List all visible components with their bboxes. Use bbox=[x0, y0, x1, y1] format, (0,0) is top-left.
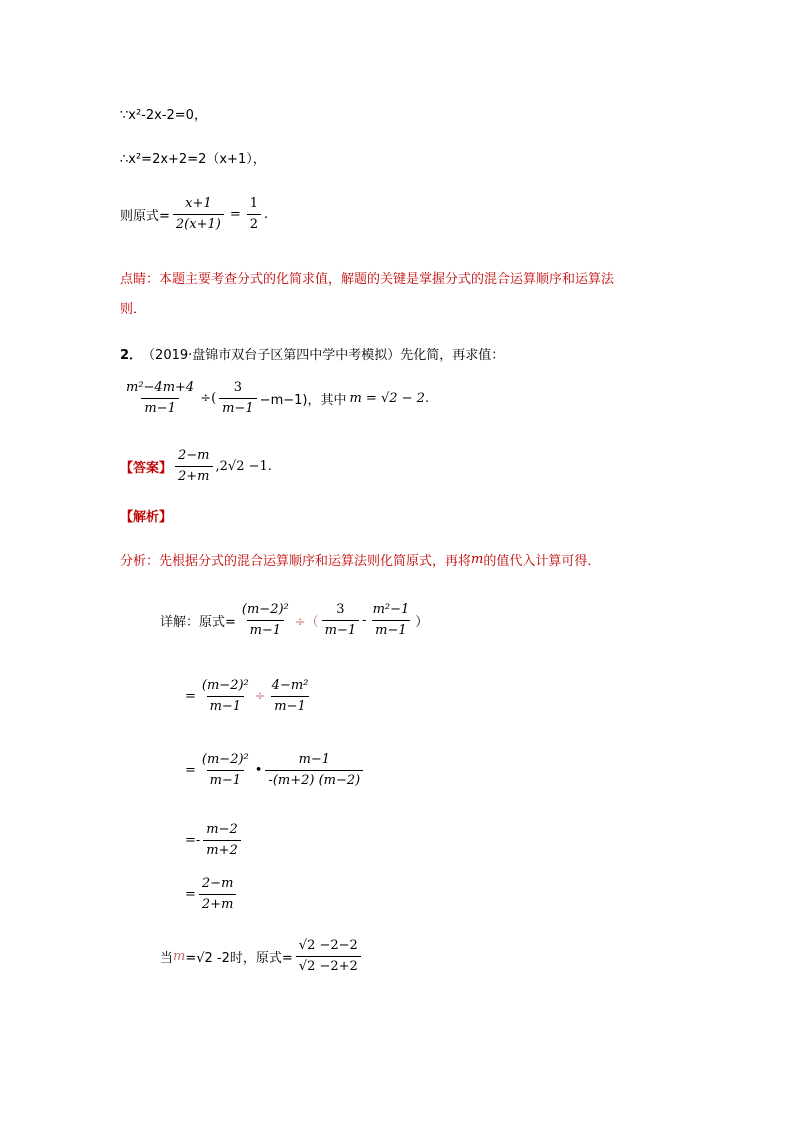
answer-label: 【答案】 bbox=[120, 461, 173, 476]
detail-line-3 bbox=[185, 752, 366, 789]
d1-main-denominator: m−1 bbox=[247, 620, 285, 639]
final-line bbox=[160, 938, 364, 975]
q2-main-fraction bbox=[123, 380, 197, 417]
s3-fraction-b-numerator: m−1 bbox=[298, 752, 331, 767]
s2-divide: ÷ bbox=[254, 689, 266, 704]
detail-expression-4 bbox=[185, 822, 244, 859]
q2-inner-denominator: m−1 bbox=[219, 398, 257, 417]
s5-denominator: 2+m bbox=[199, 894, 237, 913]
answer-denominator: 2+m bbox=[175, 466, 213, 485]
question-expression bbox=[120, 380, 260, 417]
final-denominator: √2 −2+2 bbox=[296, 956, 361, 975]
s2-fraction-b bbox=[269, 678, 312, 715]
result-numerator: x+1 bbox=[185, 196, 212, 211]
s4-equals: =- bbox=[185, 833, 201, 848]
question-2-line bbox=[120, 344, 504, 363]
detail-line-5 bbox=[185, 876, 239, 913]
s3-fraction-b bbox=[265, 752, 363, 789]
q2-m-value: m = √2 − 2 bbox=[349, 391, 425, 406]
s3-fraction-b-denominator: -(m+2) (m−2) bbox=[265, 770, 363, 789]
analysis-text-a: 分析：先根据分式的混合运算顺序和运算法则化简原式，再将 bbox=[120, 554, 472, 569]
d1-main-fraction bbox=[239, 602, 292, 639]
s5-fraction bbox=[199, 876, 237, 913]
final-m: m bbox=[173, 949, 186, 964]
analysis-m: m bbox=[471, 552, 484, 567]
line-therefore bbox=[120, 148, 266, 167]
d1-close: ） bbox=[415, 615, 429, 630]
answer-numerator: 2−m bbox=[178, 448, 210, 463]
s3-dot: • bbox=[254, 763, 263, 778]
analysis-label: 【解析】 bbox=[120, 510, 173, 525]
q2-main-denominator: m−1 bbox=[141, 398, 179, 417]
s4-numerator: m−2 bbox=[206, 822, 238, 837]
detail-expression-5 bbox=[185, 876, 239, 913]
detail-line-4 bbox=[185, 822, 244, 859]
d1-fraction-a-denominator: m−1 bbox=[322, 620, 360, 639]
s5-numerator: 2−m bbox=[201, 876, 234, 891]
note-text-2: 则． bbox=[120, 302, 147, 317]
answer-fraction bbox=[175, 448, 213, 485]
d1-fraction-b bbox=[370, 602, 413, 639]
q2-divide: ÷( bbox=[200, 391, 217, 406]
d1-minus: - bbox=[362, 613, 367, 628]
question-2-expression bbox=[120, 380, 429, 417]
d1-fraction-a bbox=[322, 602, 360, 639]
s4-denominator: m+2 bbox=[203, 840, 241, 859]
s2-fraction-a-denominator: m−1 bbox=[207, 696, 245, 715]
q2-main-numerator: m²−4m+4 bbox=[126, 380, 195, 395]
half-fraction bbox=[247, 196, 261, 233]
note-line-2 bbox=[120, 298, 146, 317]
s2-fraction-a-numerator: (m−2)² bbox=[201, 678, 249, 693]
answer-expression bbox=[172, 448, 272, 485]
s2-fraction-a bbox=[199, 678, 252, 715]
q2-rest: −m−1)，其中 bbox=[259, 393, 347, 408]
result-prefix: 则原式= bbox=[120, 209, 170, 224]
detail-expression-1 bbox=[236, 602, 428, 639]
s3-fraction-a-numerator: (m−2)² bbox=[201, 752, 249, 767]
line-given bbox=[120, 104, 207, 123]
d1-fraction-b-denominator: m−1 bbox=[372, 620, 410, 639]
period: . bbox=[264, 207, 269, 222]
final-prefix: 当 bbox=[160, 951, 174, 966]
result-fraction bbox=[173, 196, 224, 233]
s4-fraction bbox=[203, 822, 241, 859]
q2-inner-fraction bbox=[219, 380, 257, 417]
line-result bbox=[120, 196, 268, 233]
q2-inner-numerator: 3 bbox=[233, 380, 243, 395]
final-middle: =√2 -2时，原式= bbox=[185, 951, 293, 966]
final-expression bbox=[293, 938, 364, 975]
question-number: 2． bbox=[120, 348, 143, 363]
given-equation: ∵x²-2x-2=0， bbox=[120, 108, 207, 123]
question-text: （2019·盘锦市双台子区第四中学中考模拟）先化简，再求值： bbox=[142, 348, 505, 363]
detail-line-1 bbox=[160, 602, 428, 639]
detail-line-2 bbox=[185, 678, 314, 715]
analysis-line bbox=[120, 550, 600, 569]
s3-fraction-a bbox=[199, 752, 252, 789]
detail-expression-3 bbox=[185, 752, 366, 789]
detail-expression-2 bbox=[185, 678, 314, 715]
s2-fraction-b-numerator: 4−m² bbox=[271, 678, 309, 693]
s3-fraction-a-denominator: m−1 bbox=[207, 770, 245, 789]
q2-period: . bbox=[424, 391, 430, 406]
d1-fraction-b-numerator: m²−1 bbox=[372, 602, 410, 617]
final-fraction bbox=[296, 938, 361, 975]
d1-divide: ÷（ bbox=[294, 615, 319, 630]
half-denominator: 2 bbox=[247, 214, 261, 233]
equals-sign: = bbox=[229, 207, 241, 222]
analysis-text-b: 的值代入计算可得． bbox=[483, 554, 601, 569]
s5-equals: = bbox=[185, 887, 196, 902]
note-line-1 bbox=[120, 268, 614, 287]
analysis-label-line bbox=[120, 506, 172, 525]
s2-equals: = bbox=[185, 689, 196, 704]
final-numerator: √2 −2−2 bbox=[298, 938, 358, 953]
d1-fraction-a-numerator: 3 bbox=[336, 602, 345, 617]
answer-line bbox=[120, 448, 272, 485]
s3-equals: = bbox=[185, 763, 196, 778]
result-expression bbox=[170, 196, 268, 233]
detail-prefix: 详解：原式= bbox=[160, 615, 236, 630]
s2-fraction-b-denominator: m−1 bbox=[271, 696, 309, 715]
therefore-equation: ∴x²=2x+2=2（x+1）， bbox=[120, 152, 266, 167]
answer-value: ,2√2 −1. bbox=[215, 459, 272, 474]
result-denominator: 2(x+1) bbox=[173, 214, 224, 233]
half-numerator: 1 bbox=[249, 196, 259, 211]
d1-main-numerator: (m−2)² bbox=[241, 602, 289, 617]
note-text-1: 点睛：本题主要考查分式的化简求值，解题的关键是掌握分式的混合运算顺序和运算法 bbox=[120, 272, 615, 287]
